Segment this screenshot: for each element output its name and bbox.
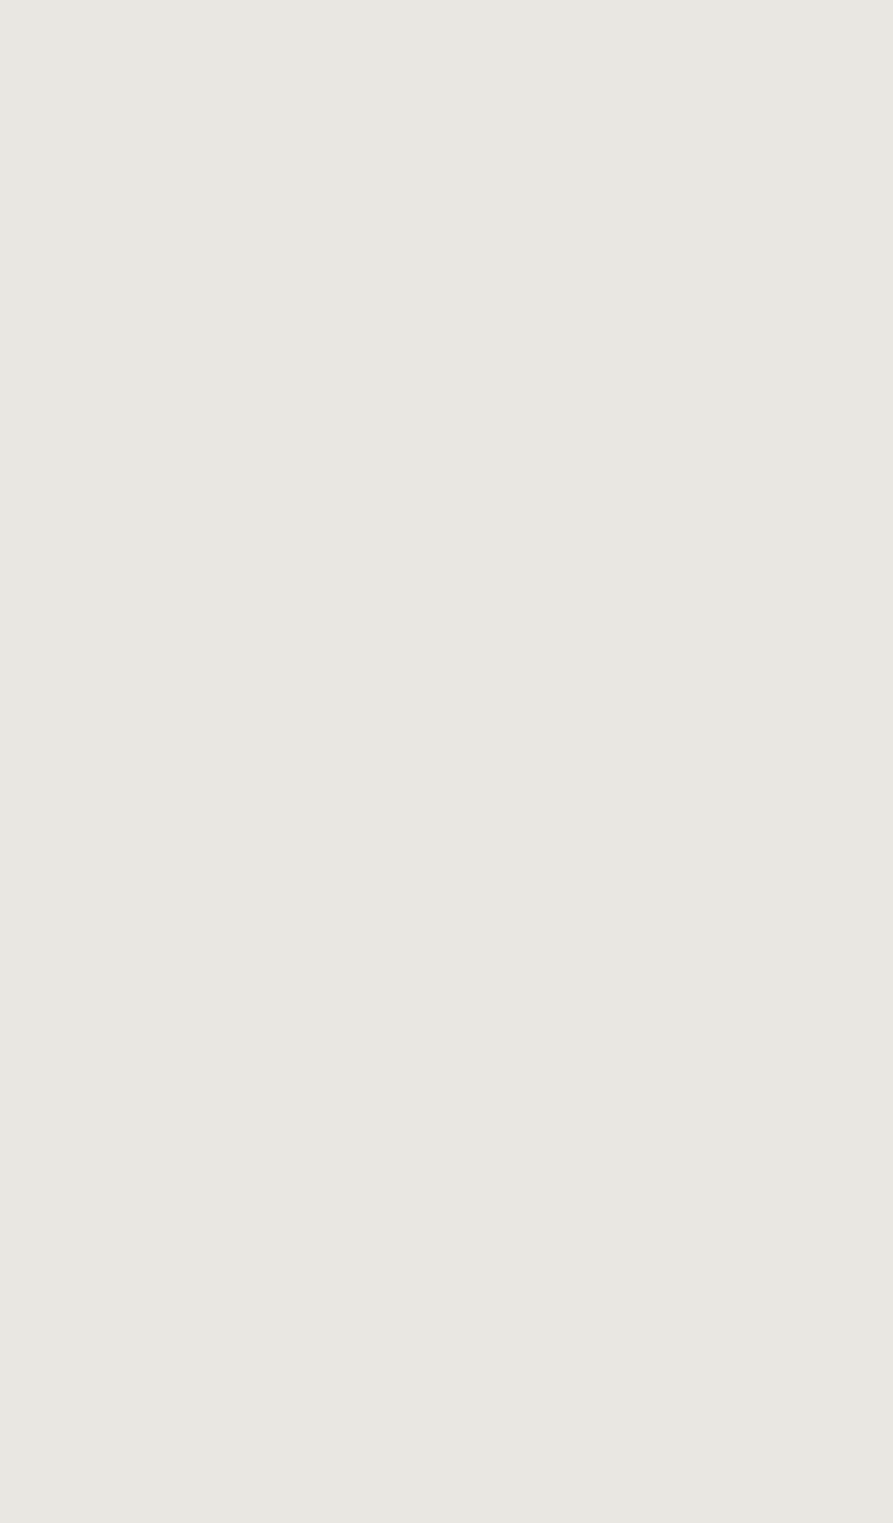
running-header: [20, 10, 873, 38]
page-number: [20, 10, 220, 60]
